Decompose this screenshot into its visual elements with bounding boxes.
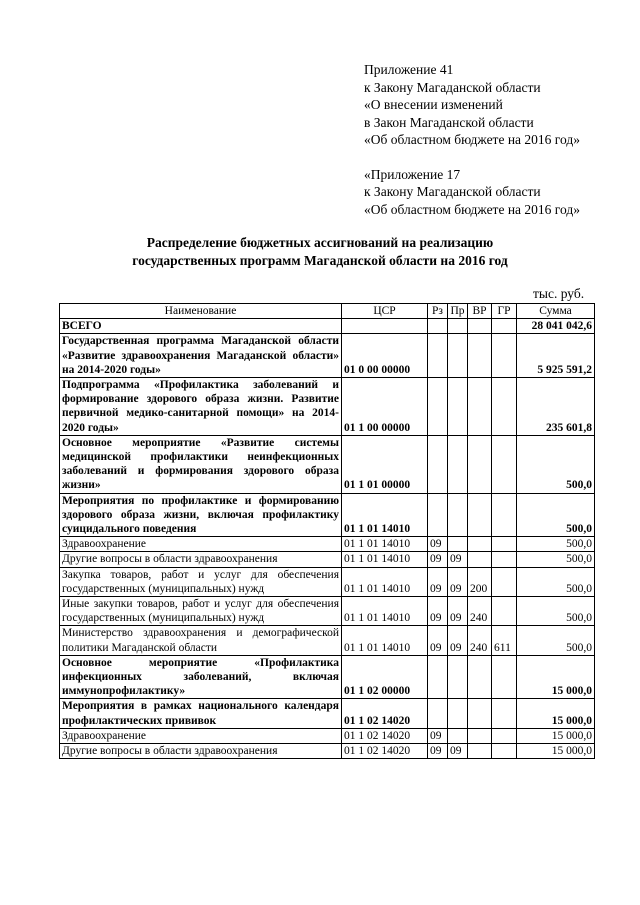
rz-cell bbox=[428, 435, 448, 493]
rz-cell bbox=[428, 334, 448, 378]
table-row bbox=[60, 435, 595, 493]
csr-cell: 01 1 01 14010 bbox=[342, 552, 428, 567]
appendix-41-line: в Закон Магаданской области bbox=[364, 114, 534, 130]
appendix-41-line: к Закону Магаданской области bbox=[364, 79, 541, 95]
table-row bbox=[60, 537, 595, 552]
units-label: тыс. руб. bbox=[533, 286, 585, 301]
gr-cell bbox=[492, 597, 517, 626]
title-line: государственных программ Магаданской области на 2016 год bbox=[132, 253, 508, 268]
name-cell: Иные закупки товаров, работ и услуг для обеспечения государственных (муниципальных) нужд bbox=[60, 597, 342, 626]
rz-cell: 09 bbox=[428, 537, 448, 552]
vr-cell bbox=[468, 728, 492, 743]
gr-cell bbox=[492, 744, 517, 759]
name-cell: Мероприятия по профилактике и формированию здорового образа жизни, включая профилактику суицидального поведения bbox=[60, 493, 342, 537]
column-header-sum: Сумма bbox=[517, 304, 595, 319]
table-row bbox=[60, 728, 595, 743]
table-row bbox=[60, 552, 595, 567]
table-row bbox=[60, 626, 595, 655]
rz-cell: 09 bbox=[428, 744, 448, 759]
vr-cell: 240 bbox=[468, 597, 492, 626]
table-row bbox=[60, 319, 595, 334]
name-cell: Закупка товаров, работ и услуг для обеспечения государственных (муниципальных) нужд bbox=[60, 567, 342, 596]
name-cell: Другие вопросы в области здравоохранения bbox=[60, 744, 342, 759]
sum-cell: 500,0 bbox=[517, 626, 595, 655]
pr-cell bbox=[448, 435, 468, 493]
csr-cell: 01 1 01 14010 bbox=[342, 493, 428, 537]
vr-cell bbox=[468, 334, 492, 378]
table-row bbox=[60, 493, 595, 537]
vr-cell bbox=[468, 378, 492, 436]
title-line: Распределение бюджетных ассигнований на реализацию bbox=[146, 235, 494, 250]
csr-cell: 01 1 02 14020 bbox=[342, 744, 428, 759]
table-header-row bbox=[60, 304, 595, 319]
name-cell: ВСЕГО bbox=[60, 319, 342, 334]
table-row bbox=[60, 699, 595, 728]
gr-cell bbox=[492, 435, 517, 493]
pr-cell bbox=[448, 319, 468, 334]
sum-cell: 500,0 bbox=[517, 597, 595, 626]
budget-table bbox=[59, 303, 595, 759]
vr-cell bbox=[468, 699, 492, 728]
table-row bbox=[60, 334, 595, 378]
name-cell: Здравоохранение bbox=[60, 728, 342, 743]
gr-cell bbox=[492, 567, 517, 596]
csr-cell: 01 1 00 00000 bbox=[342, 378, 428, 436]
pr-cell: 09 bbox=[448, 552, 468, 567]
table-body bbox=[60, 319, 595, 759]
sum-cell: 15 000,0 bbox=[517, 744, 595, 759]
column-header-pr: Пр bbox=[448, 304, 468, 319]
vr-cell bbox=[468, 435, 492, 493]
sum-cell: 15 000,0 bbox=[517, 699, 595, 728]
name-cell: Здравоохранение bbox=[60, 537, 342, 552]
table-row bbox=[60, 655, 595, 699]
header-gap bbox=[364, 149, 634, 166]
sum-cell: 15 000,0 bbox=[517, 655, 595, 699]
csr-cell: 01 1 01 14010 bbox=[342, 537, 428, 552]
vr-cell: 240 bbox=[468, 626, 492, 655]
column-header-csr: ЦСР bbox=[342, 304, 428, 319]
sum-cell: 15 000,0 bbox=[517, 728, 595, 743]
rz-cell bbox=[428, 699, 448, 728]
appendix-41-line: «О внесении изменений bbox=[364, 97, 503, 112]
appendix-41-line: Приложение 41 bbox=[364, 62, 454, 77]
pr-cell bbox=[448, 334, 468, 378]
vr-cell bbox=[468, 744, 492, 759]
sum-cell: 500,0 bbox=[517, 493, 595, 537]
vr-cell bbox=[468, 655, 492, 699]
table-row bbox=[60, 567, 595, 596]
csr-cell: 01 1 01 14010 bbox=[342, 626, 428, 655]
rz-cell bbox=[428, 319, 448, 334]
csr-cell bbox=[342, 319, 428, 334]
pr-cell bbox=[448, 655, 468, 699]
gr-cell bbox=[492, 728, 517, 743]
name-cell: Основное мероприятие «Профилактика инфекционных заболеваний, включая иммунопрофилактику» bbox=[60, 655, 342, 699]
rz-cell: 09 bbox=[428, 626, 448, 655]
gr-cell bbox=[492, 699, 517, 728]
rz-cell: 09 bbox=[428, 567, 448, 596]
csr-cell: 01 1 01 14010 bbox=[342, 567, 428, 596]
gr-cell bbox=[492, 493, 517, 537]
table-row bbox=[60, 597, 595, 626]
sum-cell: 28 041 042,6 bbox=[517, 319, 595, 334]
appendix-17-line: к Закону Магаданской области bbox=[364, 184, 541, 199]
gr-cell bbox=[492, 378, 517, 436]
rz-cell: 09 bbox=[428, 597, 448, 626]
gr-cell bbox=[492, 319, 517, 334]
sum-cell: 500,0 bbox=[517, 435, 595, 493]
column-header-name: Наименование bbox=[60, 304, 342, 319]
column-header-gr: ГР bbox=[492, 304, 517, 319]
rz-cell bbox=[428, 378, 448, 436]
sum-cell: 500,0 bbox=[517, 537, 595, 552]
gr-cell bbox=[492, 334, 517, 378]
csr-cell: 01 1 02 14020 bbox=[342, 699, 428, 728]
sum-cell: 235 601,8 bbox=[517, 378, 595, 436]
rz-cell: 09 bbox=[428, 552, 448, 567]
name-cell: Другие вопросы в области здравоохранения bbox=[60, 552, 342, 567]
sum-cell: 500,0 bbox=[517, 567, 595, 596]
vr-cell bbox=[468, 319, 492, 334]
name-cell: Основное мероприятие «Развитие системы медицинской профилактики неинфекционных заболеваний и формирования здорового образа жизни» bbox=[60, 435, 342, 493]
pr-cell: 09 bbox=[448, 626, 468, 655]
pr-cell bbox=[448, 728, 468, 743]
pr-cell bbox=[448, 699, 468, 728]
pr-cell bbox=[448, 537, 468, 552]
vr-cell bbox=[468, 493, 492, 537]
column-header-vr: ВР bbox=[468, 304, 492, 319]
document-title bbox=[60, 234, 580, 270]
csr-cell: 01 1 01 00000 bbox=[342, 435, 428, 493]
pr-cell bbox=[448, 378, 468, 436]
vr-cell bbox=[468, 552, 492, 567]
csr-cell: 01 1 02 14020 bbox=[342, 728, 428, 743]
rz-cell bbox=[428, 493, 448, 537]
appendix-17-line: «Приложение 17 bbox=[364, 166, 461, 182]
rz-cell: 09 bbox=[428, 728, 448, 743]
name-cell: Министерство здравоохранения и демографической политики Магаданской области bbox=[60, 626, 342, 655]
vr-cell bbox=[468, 537, 492, 552]
pr-cell: 09 bbox=[448, 567, 468, 596]
pr-cell bbox=[448, 493, 468, 537]
table-row bbox=[60, 378, 595, 436]
csr-cell: 01 0 00 00000 bbox=[342, 334, 428, 378]
name-cell: Мероприятия в рамках национального календаря профилактических прививок bbox=[60, 699, 342, 728]
appendix-header bbox=[364, 61, 634, 218]
sum-cell: 5 925 591,2 bbox=[517, 334, 595, 378]
table-row bbox=[60, 744, 595, 759]
gr-cell bbox=[492, 537, 517, 552]
gr-cell bbox=[492, 655, 517, 699]
appendix-17-line: «Об областном бюджете на 2016 год» bbox=[364, 201, 580, 217]
name-cell: Подпрограмма «Профилактика заболеваний и формирование здорового образа жизни. Развитие первичной медико-санитарной помощи» на 2014-2020 годы» bbox=[60, 378, 342, 436]
gr-cell: 611 bbox=[492, 626, 517, 655]
pr-cell: 09 bbox=[448, 744, 468, 759]
csr-cell: 01 1 02 00000 bbox=[342, 655, 428, 699]
gr-cell bbox=[492, 552, 517, 567]
pr-cell: 09 bbox=[448, 597, 468, 626]
csr-cell: 01 1 01 14010 bbox=[342, 597, 428, 626]
column-header-rz: Рз bbox=[428, 304, 448, 319]
sum-cell: 500,0 bbox=[517, 552, 595, 567]
appendix-41-line: «Об областном бюджете на 2016 год» bbox=[364, 132, 580, 147]
name-cell: Государственная программа Магаданской области «Развитие здравоохранения Магаданской области» на 2014-2020 годы» bbox=[60, 334, 342, 378]
vr-cell: 200 bbox=[468, 567, 492, 596]
rz-cell bbox=[428, 655, 448, 699]
